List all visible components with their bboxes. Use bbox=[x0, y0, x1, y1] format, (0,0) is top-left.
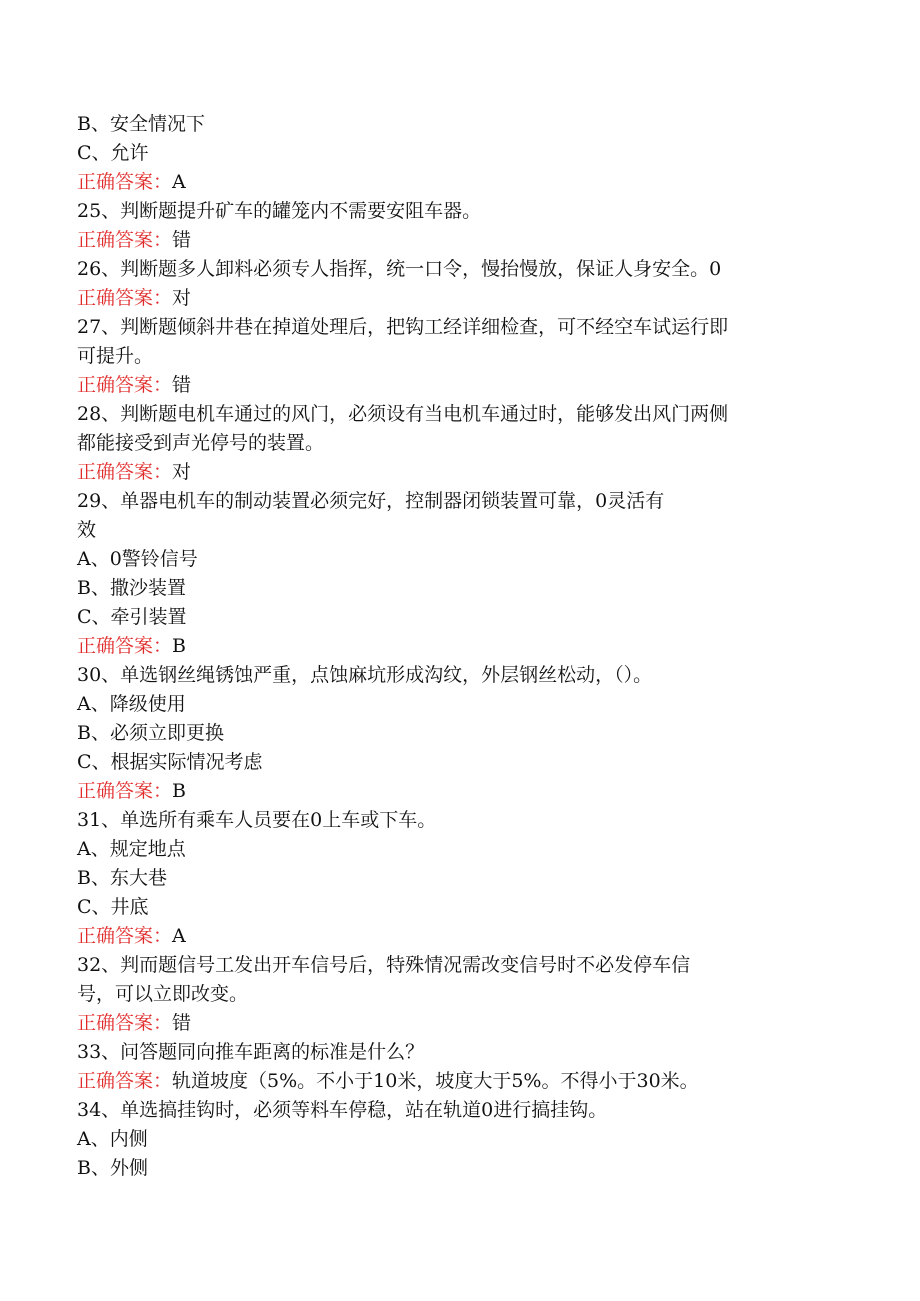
answer-label: 正确答案： bbox=[77, 171, 173, 193]
answer-value: A bbox=[172, 171, 186, 193]
question-text: 都能接受到声光停号的装置。 bbox=[77, 432, 325, 454]
option-text: C、允许 bbox=[77, 142, 149, 164]
answer-value: 对 bbox=[172, 461, 192, 483]
option-text: A、内侧 bbox=[77, 1128, 148, 1150]
option-text: A、规定地点 bbox=[77, 838, 186, 860]
answer-label: 正确答案： bbox=[77, 1070, 173, 1092]
answer-line bbox=[77, 777, 817, 806]
answer-value: 错 bbox=[172, 229, 192, 251]
answer-line bbox=[77, 226, 817, 255]
question-text: 27、判断题倾斜井巷在掉道处理后，把钩工经详细检查，可不经空车试运行即 bbox=[77, 316, 729, 338]
question-text: 30、单选钢丝绳锈蚀严重，点蚀麻坑形成沟纹，外层钢丝松动，（）。 bbox=[77, 664, 653, 686]
option-text: C、根据实际情况考虑 bbox=[77, 751, 263, 773]
answer-value: A bbox=[172, 925, 186, 947]
answer-line bbox=[77, 922, 817, 951]
answer-label: 正确答案： bbox=[77, 461, 173, 483]
question-text: 号，可以立即改变。 bbox=[77, 983, 249, 1005]
option-text: A、0警铃信号 bbox=[77, 548, 198, 570]
option-text: C、牵引装置 bbox=[77, 606, 187, 628]
question-text: 31、单选所有乘车人员要在0上车或下车。 bbox=[77, 809, 437, 831]
answer-value: 轨道坡度（5%。不小于10米，坡度大于5%。不得小于30米。 bbox=[172, 1070, 699, 1092]
question-text: 32、判而题信号工发出开车信号后，特殊情况需改变信号时不必发停车信 bbox=[77, 954, 691, 976]
answer-label: 正确答案： bbox=[77, 780, 173, 802]
option-text: B、安全情况下 bbox=[77, 113, 205, 135]
question-text: 效 bbox=[77, 519, 97, 541]
answer-line bbox=[77, 1067, 817, 1096]
answer-value: B bbox=[172, 635, 186, 657]
question-list bbox=[77, 110, 817, 1183]
answer-line bbox=[77, 371, 817, 400]
question-text: 34、单选搞挂钩时，必须等料车停稳，站在轨道0进行搞挂钩。 bbox=[77, 1099, 608, 1121]
question-text: 33、问答题同向推车距离的标准是什么？ bbox=[77, 1041, 425, 1063]
question-text: 26、判断题多人卸料必须专人指挥，统一口令，慢抬慢放，保证人身安全。0 bbox=[77, 258, 722, 280]
option-text: A、降级使用 bbox=[77, 693, 186, 715]
answer-label: 正确答案： bbox=[77, 287, 173, 309]
question-text: 29、单器电机车的制动装置必须完好，控制器闭锁装置可靠，0灵活有 bbox=[77, 490, 665, 512]
answer-value: B bbox=[172, 780, 186, 802]
answer-label: 正确答案： bbox=[77, 635, 173, 657]
answer-label: 正确答案： bbox=[77, 229, 173, 251]
answer-line bbox=[77, 168, 817, 197]
answer-line bbox=[77, 458, 817, 487]
option-text: B、外侧 bbox=[77, 1157, 148, 1179]
answer-line bbox=[77, 1009, 817, 1038]
option-text: B、撒沙装置 bbox=[77, 577, 186, 599]
answer-label: 正确答案： bbox=[77, 374, 173, 396]
option-text: B、东大巷 bbox=[77, 867, 167, 889]
answer-label: 正确答案： bbox=[77, 925, 173, 947]
option-text: B、必须立即更换 bbox=[77, 722, 224, 744]
option-text: C、井底 bbox=[77, 896, 149, 918]
answer-value: 对 bbox=[172, 287, 192, 309]
answer-value: 错 bbox=[172, 374, 192, 396]
question-text: 可提升。 bbox=[77, 345, 154, 367]
answer-label: 正确答案： bbox=[77, 1012, 173, 1034]
answer-line bbox=[77, 632, 817, 661]
question-text: 25、判断题提升矿车的罐笼内不需要安阻车器。 bbox=[77, 200, 482, 222]
answer-value: 错 bbox=[172, 1012, 192, 1034]
answer-line bbox=[77, 284, 817, 313]
question-text: 28、判断题电机车通过的风门，必须设有当电机车通过时，能够发出风门两侧 bbox=[77, 403, 729, 425]
